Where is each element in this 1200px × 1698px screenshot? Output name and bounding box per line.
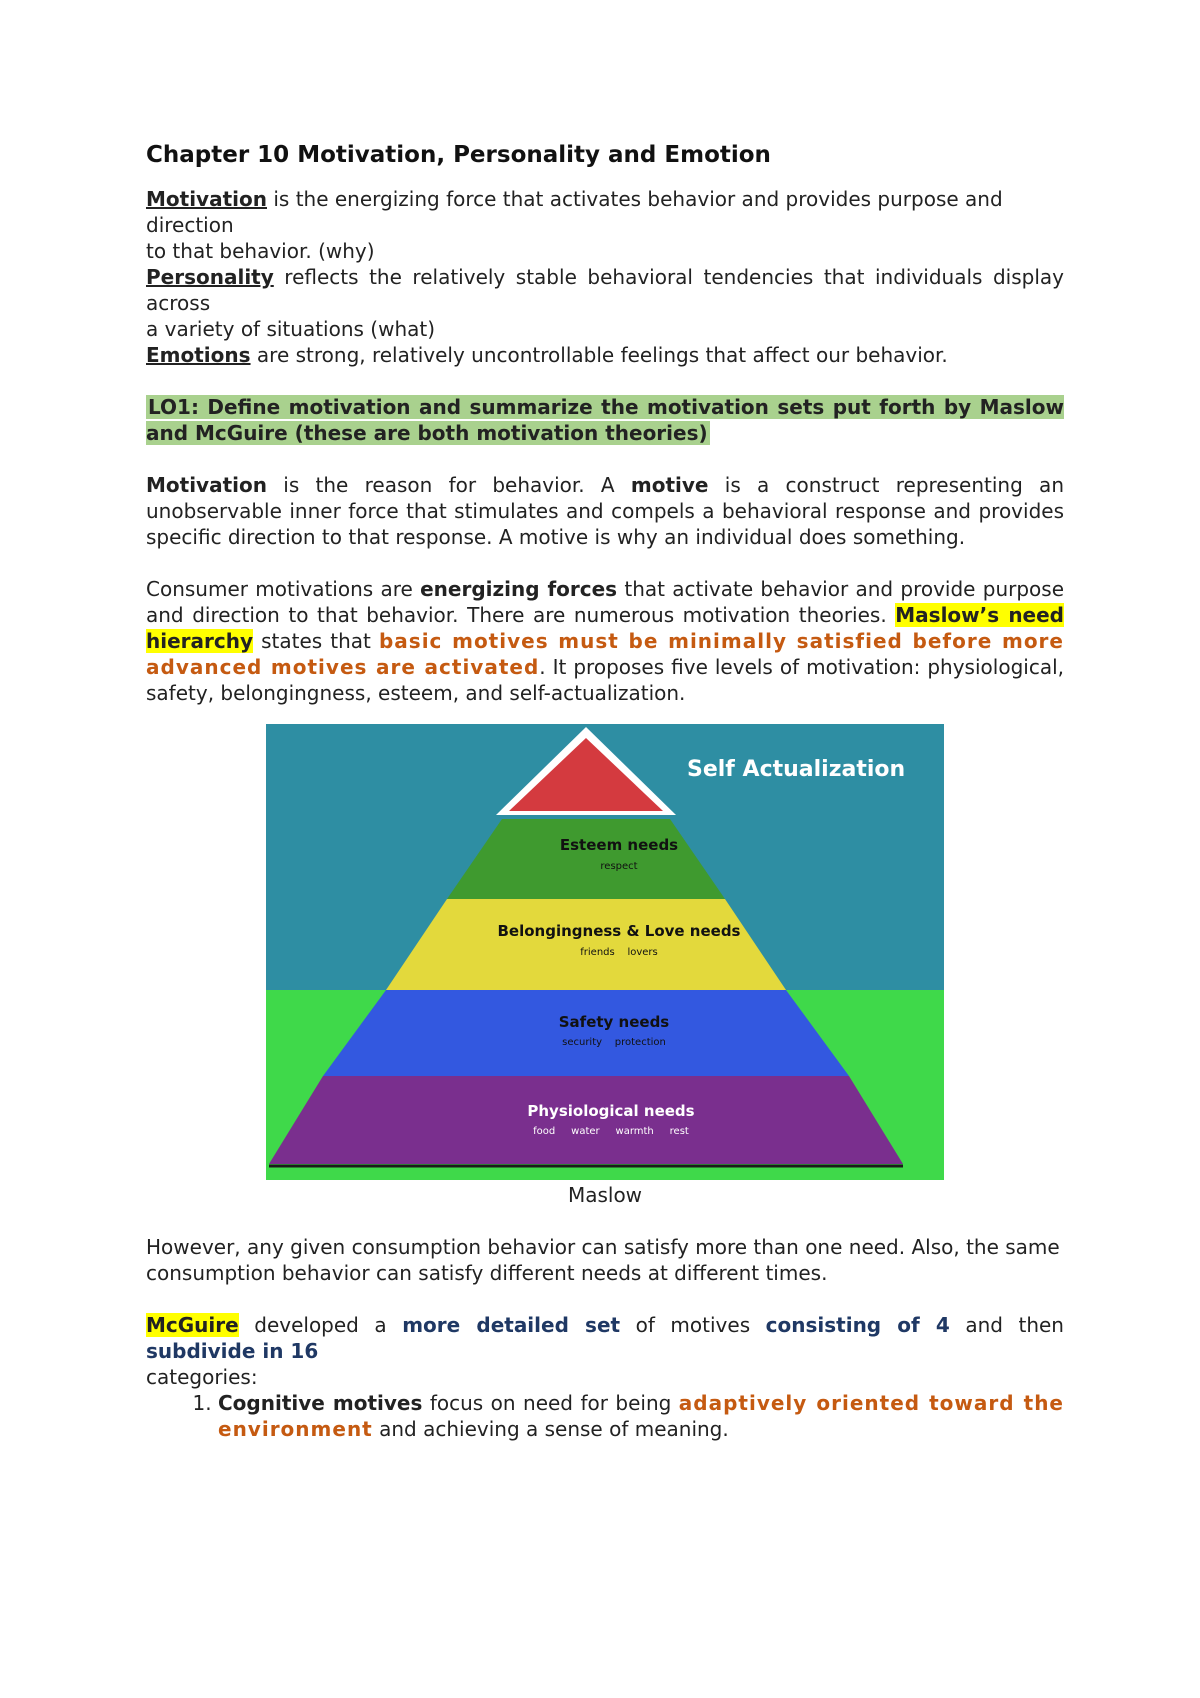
mcguire-text-a: developed a bbox=[238, 1313, 403, 1337]
motive-text-b: is a construct representing an unobservable inner force that stimulates and compels a behavioral response and provides specific direction to that response. A motive is why an individual does something. bbox=[146, 473, 1064, 549]
belonging-tier bbox=[386, 899, 786, 990]
list-item-text-b: and achieving a sense of meaning. bbox=[372, 1417, 729, 1441]
physiological-tier bbox=[269, 1076, 903, 1164]
consumer-text-c: states that bbox=[253, 629, 379, 653]
esteem-sub-label: respect bbox=[600, 861, 638, 872]
esteem-label: Esteem needs bbox=[559, 836, 679, 854]
consumer-motivation-paragraph bbox=[146, 576, 1064, 706]
motivation-definition-cont: to that behavior. (why) bbox=[146, 239, 375, 263]
motivation-definition bbox=[146, 186, 1064, 238]
maslow-pyramid-image bbox=[266, 724, 944, 1180]
self-actualization-label: Self Actualization bbox=[687, 757, 906, 782]
mcguire-highlight: McGuire bbox=[146, 1313, 239, 1337]
cognitive-motives-bold: Cognitive motives bbox=[218, 1391, 423, 1415]
basic-motives-emphasis: basic motives must be minimally satisfied before more advanced motives are activated bbox=[146, 629, 1064, 679]
motive-text-a: is the reason for behavior. A bbox=[267, 473, 631, 497]
page-title: Chapter 10 Motivation, Personality and Emotion bbox=[146, 142, 771, 168]
belonging-label: Belongingness & Love needs bbox=[497, 922, 741, 940]
however-paragraph-cont: consumption behavior can satisfy different needs at different times. bbox=[146, 1261, 828, 1285]
personality-definition-cont: a variety of situations (what) bbox=[146, 317, 436, 341]
safety-sub-label: security protection bbox=[562, 1037, 666, 1048]
learning-objective-1 bbox=[146, 394, 1064, 446]
motivation-bold: Motivation bbox=[146, 473, 267, 497]
motives-list bbox=[146, 1390, 1064, 1442]
subdivide-emphasis: subdivide in 16 bbox=[146, 1339, 319, 1363]
consumer-text-d: . It proposes five levels of motivation: physiological, safety, belongingness, esteem, and self-actualization. bbox=[146, 655, 1064, 705]
mcguire-paragraph-cont: categories: bbox=[146, 1365, 258, 1389]
mcguire-text-b: of motives bbox=[620, 1313, 766, 1337]
maslow-pyramid-figure bbox=[266, 724, 944, 1180]
emotions-text: are strong, relatively uncontrollable feelings that affect our behavior. bbox=[250, 343, 948, 367]
motivation-text: is the energizing force that activates behavior and provides purpose and direction bbox=[146, 187, 1003, 237]
mcguire-text-c: and then bbox=[949, 1313, 1064, 1337]
maslow-highlight: Maslow’s need hierarchy bbox=[146, 603, 1064, 653]
consisting-emphasis: consisting of 4 bbox=[765, 1313, 950, 1337]
personality-text: reflects the relatively stable behavioral tendencies that individuals display across bbox=[146, 265, 1064, 315]
lo1-highlight: LO1: Define motivation and summarize the motivation sets put forth by Maslow and McGuire (these are both motivation theories) bbox=[146, 395, 1064, 445]
motive-bold: motive bbox=[630, 473, 709, 497]
physiological-sub-label: food water warmth rest bbox=[533, 1126, 689, 1137]
detailed-set-emphasis: more detailed set bbox=[402, 1313, 621, 1337]
safety-tier bbox=[323, 990, 849, 1076]
list-item-text-a: focus on need for being bbox=[422, 1391, 679, 1415]
mcguire-paragraph bbox=[146, 1312, 1064, 1364]
list-item bbox=[218, 1390, 1064, 1442]
consumer-text-b: that activate behavior and provide purpose and direction to that behavior. There are numerous motivation theories. bbox=[146, 577, 1065, 627]
motivation-term: Motivation bbox=[146, 187, 267, 211]
consumer-text-a: Consumer motivations are bbox=[146, 577, 421, 601]
document-page bbox=[146, 140, 1064, 1442]
belonging-sub-label: friends lovers bbox=[580, 947, 658, 958]
emotions-definition bbox=[146, 342, 1064, 368]
energizing-forces-bold: energizing forces bbox=[420, 577, 618, 601]
figure-caption: Maslow bbox=[567, 1183, 643, 1207]
personality-definition bbox=[146, 264, 1064, 316]
safety-label: Safety needs bbox=[558, 1013, 670, 1031]
however-paragraph: However, any given consumption behavior can satisfy more than one need. Also, the same bbox=[146, 1235, 1060, 1259]
adaptive-emphasis: adaptively oriented toward the environment bbox=[218, 1391, 1064, 1441]
emotions-term: Emotions bbox=[146, 343, 251, 367]
personality-term: Personality bbox=[146, 265, 274, 289]
motive-paragraph bbox=[146, 472, 1064, 550]
physiological-label: Physiological needs bbox=[527, 1102, 695, 1120]
